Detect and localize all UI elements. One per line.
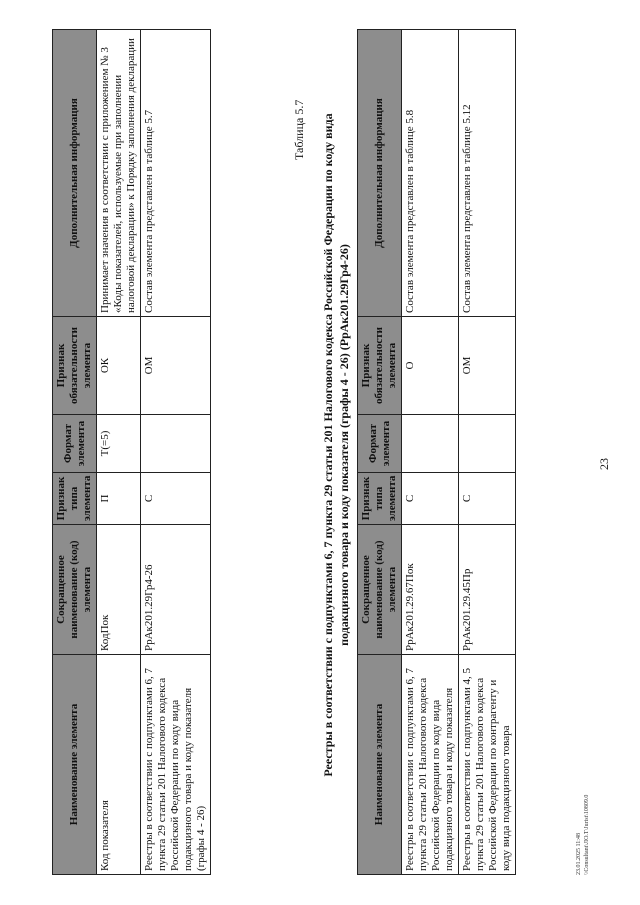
cell-short-name: РрАк201.29.45Пр [459, 525, 516, 655]
table-row [97, 30, 141, 875]
header-element-name: Наименование элемента [53, 655, 97, 875]
print-stamp-path: \\Consultant\ЛО.Т\Jurist\10809.0 [584, 794, 590, 875]
elements-table-2 [357, 29, 516, 875]
cell-short-name: РрАк201.29Гр4-26 [141, 525, 211, 655]
table-row [459, 30, 516, 875]
table-label: Таблица 5.7 [292, 99, 306, 160]
cell-type: П [97, 473, 141, 525]
cell-mandatory: ОК [97, 317, 141, 415]
cell-mandatory: ОМ [141, 317, 211, 415]
header-additional-info: Дополнительная информация [53, 30, 97, 317]
cell-format: T(=5) [97, 415, 141, 473]
cell-format [141, 415, 211, 473]
cell-format [459, 415, 516, 473]
header-mandatory: Признак обязательности элемента [53, 317, 97, 415]
page-number: 23 [597, 458, 611, 470]
cell-element-name: Реестры в соответствии с подпунктами 6, 7 пункта 29 статьи 201 Налогового кодекса Российской Федерации по коду вида подакцизного товара и коду показателя [402, 655, 459, 875]
header-short-name: Сокращенное наименование (код) элемента [358, 525, 402, 655]
print-stamp [575, 795, 591, 875]
cell-mandatory: ОМ [459, 317, 516, 415]
cell-element-name: Код показателя [97, 655, 141, 875]
print-stamp-date: 23.01.2025 11:48 [576, 833, 582, 875]
cell-mandatory: О [402, 317, 459, 415]
cell-element-name: Реестры в соответствии с подпунктами 6, 7 пункта 29 статьи 201 Налогового кодекса Российской Федерации по коду вида подакцизного товара и коду показателя (графы 4 - 26) [141, 655, 211, 875]
cell-format [402, 415, 459, 473]
cell-element-name: Реестры в соответствии с подпунктами 4, 5 пункта 29 статьи 201 Налогового кодекса Российской Федерации по контрагенту и коду вида подакцизного товара [459, 655, 516, 875]
cell-additional-info: Принимает значения в соответствии с приложением № 3 «Коды показателей, используемые при заполнении налоговой декларации» к Порядку заполнения декларации [97, 30, 141, 317]
table-header-row [358, 30, 402, 875]
table-caption-line-1: Реестры в соответствии с подпунктами 6, 7 пункта 29 статьи 201 Налогового кодекса Российской Федерации по коду вида [321, 113, 335, 777]
cell-additional-info: Состав элемента представлен в таблице 5.12 [459, 30, 516, 317]
header-format: Формат элемента [358, 415, 402, 473]
cell-short-name: РрАк201.29.67Пок [402, 525, 459, 655]
cell-short-name: КодПок [97, 525, 141, 655]
elements-table-1 [52, 29, 211, 875]
table-row [141, 30, 211, 875]
cell-additional-info: Состав элемента представлен в таблице 5.8 [402, 30, 459, 317]
header-format: Формат элемента [53, 415, 97, 473]
cell-type: С [402, 473, 459, 525]
header-short-name: Сокращенное наименование (код) элемента [53, 525, 97, 655]
cell-additional-info: Состав элемента представлен в таблице 5.7 [141, 30, 211, 317]
table-caption-line-2: подакцизного товара и коду показателя (графы 4 - 26) (РрАк201.29Гр4-26) [337, 244, 351, 646]
table-header-row [53, 30, 97, 875]
header-type: Признак типа элемента [53, 473, 97, 525]
header-mandatory: Признак обязательности элемента [358, 317, 402, 415]
header-type: Признак типа элемента [358, 473, 402, 525]
table-row [402, 30, 459, 875]
header-additional-info: Дополнительная информация [358, 30, 402, 317]
cell-type: С [141, 473, 211, 525]
header-element-name: Наименование элемента [358, 655, 402, 875]
cell-type: С [459, 473, 516, 525]
